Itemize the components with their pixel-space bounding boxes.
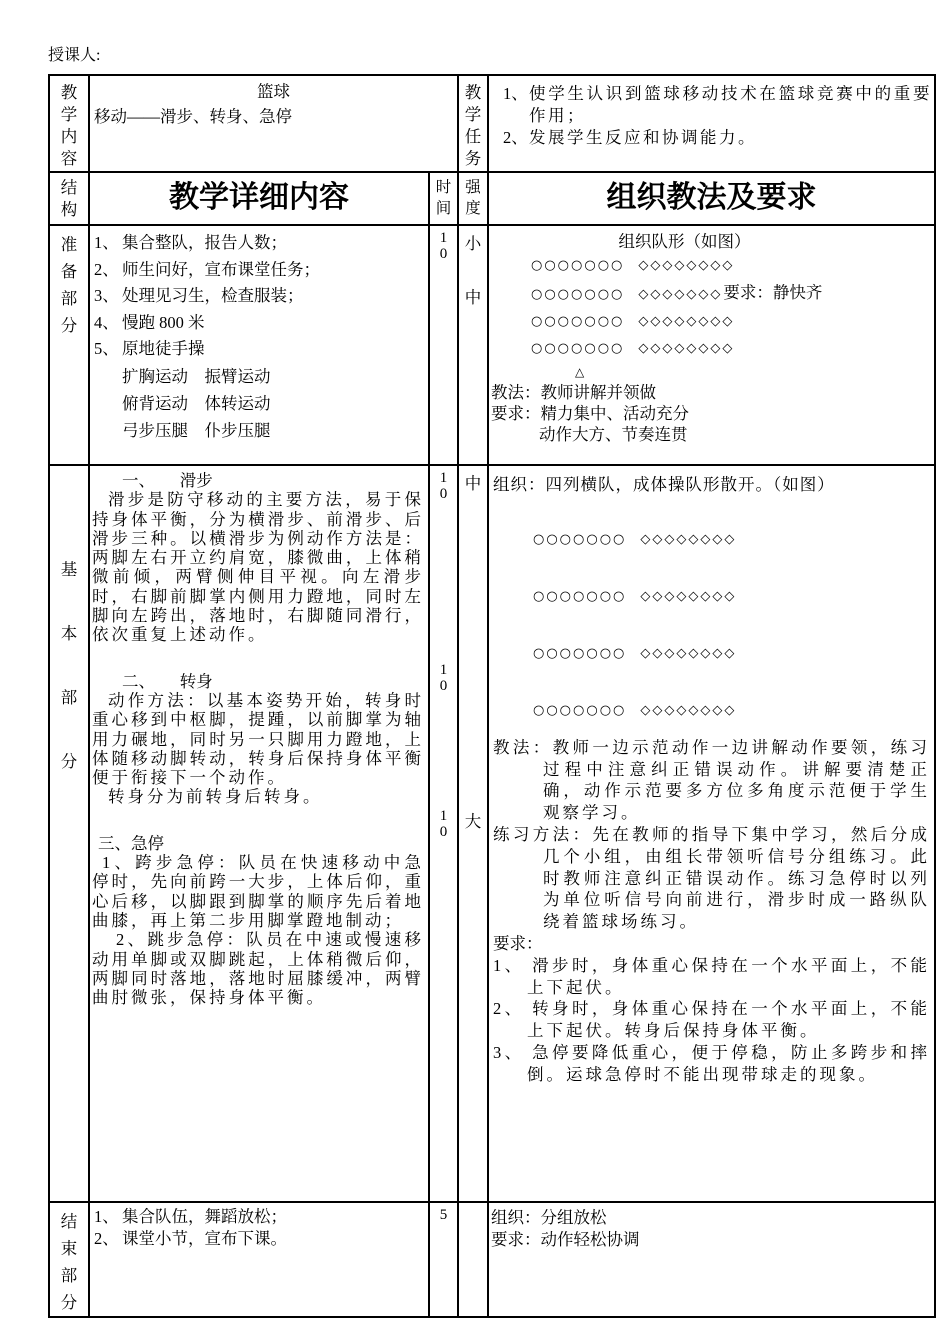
basic-intensity-high: 大 <box>464 812 482 831</box>
formation-note: 要求：静快齐 <box>723 283 823 302</box>
task-item <box>503 127 932 149</box>
formation-circles: ○○○○○○○ <box>531 314 625 329</box>
formation-circles: ○○○○○○○ <box>533 588 627 604</box>
task-item <box>503 83 932 127</box>
end-item-number: 2、 <box>94 1228 119 1248</box>
cell-prep-intensity <box>458 225 488 465</box>
cell-end-organization <box>488 1202 935 1317</box>
requirement-number: 1、 <box>493 955 525 975</box>
row-course-header <box>49 75 935 172</box>
course-subtitle: 移动——滑步、转身、急停 <box>94 107 292 126</box>
basic-method-text: 教师一边示范动作一边讲解动作要领，练习过程中注意纠正错误动作。讲解要清楚正确，动作示范要多方位多角度示范便于学生观察学习。 <box>543 737 931 823</box>
prep-item-number: 2、 <box>94 259 119 279</box>
cell-prep-time <box>429 225 458 465</box>
basic-intensity-mid: 中 <box>464 474 482 493</box>
basic-requirement <box>493 955 930 999</box>
requirement-text: 滑步时，身体重心保持在一个水平面上，不能上下起伏。 <box>527 955 931 997</box>
basic-time-value: 10 <box>439 808 448 840</box>
end-item-text: 课堂小节，宣布下课。 <box>122 1228 287 1248</box>
prep-item <box>94 257 426 284</box>
prep-exercise-line: 扩胸运动 振臂运动 <box>122 366 271 386</box>
prep-item-text: 集合整队，报告人数； <box>122 233 287 252</box>
basic-label: 基本部分 <box>60 560 78 771</box>
basic-organization-line: 组织：四列横队，成体操队形散开。（如图） <box>493 475 835 494</box>
prep-item <box>94 336 426 363</box>
lesson-plan-table <box>48 74 936 1318</box>
basic-practice-text: 先在教师的指导下集中学习，然后分成几个小组，由组长带领听信号分组练习。此时教师注意纠正错误动作。练习急停时以列为单位听信号向前进行，滑步时成一路纵队绕着篮球场练习。 <box>543 824 931 932</box>
prep-item <box>94 310 426 337</box>
basic-method-block <box>493 737 930 824</box>
teacher-position-mark: △ <box>575 365 585 379</box>
basic-requirement <box>493 1042 930 1086</box>
formation-row <box>493 526 930 553</box>
cell-end-intensity <box>458 1202 488 1317</box>
formation-circles: ○○○○○○○ <box>531 341 625 356</box>
formation-diamonds: ◇◇◇◇◇◇◇◇ <box>640 588 737 604</box>
prep-item-number: 3、 <box>94 286 119 305</box>
basic-time-value: 10 <box>439 470 448 502</box>
cell-prep-organization <box>488 225 935 465</box>
prep-item <box>94 283 426 310</box>
prep-item-text: 原地徒手操 <box>122 339 205 358</box>
formation-diamonds: ◇◇◇◇◇◇◇◇ <box>640 645 737 661</box>
prep-method-line: 教法：教师讲解并领做 <box>491 383 656 402</box>
requirement-text: 转身时，身体重心保持在一个水平面上，不能上下起伏。转身后保持身体平衡。 <box>527 999 931 1041</box>
prep-require-line: 要求：精力集中、活动充分 <box>491 404 689 423</box>
basic-practice-block <box>493 824 930 933</box>
cell-intensity-header <box>458 172 488 225</box>
cell-content-label <box>49 75 89 172</box>
end-item <box>94 1228 426 1250</box>
task-number: 2、 <box>503 128 528 147</box>
end-organization-line: 组织：分组放松 <box>491 1208 607 1227</box>
cell-basic-content <box>89 465 429 1202</box>
task-text: 发展学生反应和协调能力。 <box>529 128 757 147</box>
prep-item-number: 4、 <box>94 312 119 332</box>
formation-diamonds: ◇◇◇◇◇◇◇◇ <box>640 531 737 547</box>
time-header: 时间 <box>435 179 452 217</box>
formation-diamonds: ◇◇◇◇◇◇◇◇ <box>638 258 735 273</box>
formation-row <box>493 583 930 610</box>
formation-row <box>493 640 930 667</box>
cell-prep-label <box>49 225 89 465</box>
formation-diamonds: ◇◇◇◇◇◇◇◇ <box>638 341 735 356</box>
formation-diamonds: ◇◇◇◇◇◇◇◇ <box>638 314 735 329</box>
formation-row <box>491 308 932 335</box>
cell-basic-intensity <box>458 465 488 1202</box>
cell-detail-header <box>89 172 429 225</box>
formation-circles: ○○○○○○○ <box>531 287 625 302</box>
basic-requirement <box>493 998 930 1042</box>
formation-diamonds: ◇◇◇◇◇◇◇ <box>638 287 723 302</box>
section-two-title: 二、 转身 <box>122 671 213 691</box>
prep-item-number: 1、 <box>94 233 119 252</box>
cell-basic-time <box>429 465 458 1202</box>
cell-basic-organization <box>488 465 935 1202</box>
section-three-item: 1、跨步急停：队员在快速移动中急停时，先向前跨一大步，上体后仰，重心后移，以脚跟到脚掌的顺序先后着地曲膝，再上第二步用脚掌蹬地制动； <box>92 853 424 930</box>
end-item-number: 1、 <box>94 1207 119 1226</box>
task-label: 教学任务 <box>464 83 482 168</box>
basic-time-value: 10 <box>439 662 448 694</box>
cell-tasks <box>488 75 935 172</box>
detail-header: 教学详细内容 <box>169 181 349 214</box>
instructor-label: 授课人: <box>48 47 101 64</box>
prep-item-text: 处理见习生，检查服装； <box>122 286 304 305</box>
row-preparation <box>49 225 935 465</box>
prep-item <box>94 230 426 257</box>
cell-method-header <box>488 172 935 225</box>
prep-item-number: 5、 <box>94 339 119 358</box>
end-time-value: 5 <box>439 1207 448 1223</box>
cell-end-content <box>89 1202 429 1317</box>
task-number: 1、 <box>503 84 528 103</box>
task-text: 使学生认识到篮球移动技术在篮球竞赛中的重要作用； <box>529 84 932 125</box>
prep-time-value: 10 <box>439 230 448 262</box>
section-three-item: 2、跳步急停：队员在中速或慢速移动用单脚或双脚跳起，上体稍微后仰，两脚同时落地，落地时屈膝缓冲，两臂曲肘微张，保持身体平衡。 <box>92 930 424 1008</box>
content-label: 教学内容 <box>60 83 78 168</box>
prep-exercise-line: 弓步压腿 仆步压腿 <box>122 420 271 440</box>
end-require-line: 要求：动作轻松协调 <box>491 1229 640 1249</box>
cell-end-label <box>49 1202 89 1317</box>
section-two-note: 转身分为前转身后转身。 <box>108 787 323 807</box>
row-basic <box>49 465 935 1202</box>
prep-require-line2: 动作大方、节奏连贯 <box>539 425 688 444</box>
cell-time-header <box>429 172 458 225</box>
cell-end-time <box>429 1202 458 1317</box>
row-ending <box>49 1202 935 1317</box>
end-label: 结束部分 <box>60 1212 78 1312</box>
requirement-text: 急停要降低重心，便于停稳，防止多跨步和摔倒。运球急停时不能出现带球走的现象。 <box>527 1042 931 1084</box>
formation-row <box>491 252 932 279</box>
prep-label: 准备部分 <box>60 235 78 335</box>
row-column-headers <box>49 172 935 225</box>
formation-circles: ○○○○○○○ <box>533 531 627 547</box>
end-item-text: 集合队伍，舞蹈放松； <box>122 1207 287 1226</box>
requirement-number: 3、 <box>493 1042 525 1062</box>
cell-course <box>89 75 458 172</box>
end-item <box>94 1206 426 1228</box>
section-three-title: 三、急停 <box>98 833 164 853</box>
basic-require-label: 要求： <box>493 933 543 953</box>
prep-intensity-low: 小 <box>464 234 482 253</box>
formation-circles: ○○○○○○○ <box>533 645 627 661</box>
cell-prep-content <box>89 225 429 465</box>
course-title: 篮球 <box>257 82 290 101</box>
formation-circles: ○○○○○○○ <box>531 258 625 273</box>
intensity-header: 强度 <box>465 179 481 217</box>
basic-method-label: 教法： <box>493 737 553 757</box>
section-one-title: 一、 滑步 <box>122 471 213 490</box>
structure-header: 结构 <box>60 178 78 219</box>
formation-title: 组织队形（如图） <box>618 232 751 251</box>
formation-row <box>493 697 930 724</box>
requirement-number: 2、 <box>493 999 525 1019</box>
formation-diamonds: ◇◇◇◇◇◇◇◇ <box>640 702 737 718</box>
cell-basic-label <box>49 465 89 1202</box>
prep-item-text: 师生问好，宣布课堂任务； <box>122 259 320 279</box>
formation-row <box>491 335 932 362</box>
basic-practice-label: 练习方法： <box>493 824 593 844</box>
formation-circles: ○○○○○○○ <box>533 702 627 718</box>
cell-task-label <box>458 75 488 172</box>
prep-exercise-line: 俯背运动 体转运动 <box>122 393 271 413</box>
cell-structure-header <box>49 172 89 225</box>
formation-row <box>491 279 932 308</box>
section-two-body: 动作方法：以基本姿势开始，转身时重心移到中枢脚，提踵，以前脚掌为轴用力碾地，同时另一只脚用力蹬地，上体随移动脚转动，转身后保持身体平衡便于衔接下一个动作。 <box>92 690 424 788</box>
prep-intensity-mid: 中 <box>464 288 482 307</box>
prep-item-text: 慢跑 800 米 <box>122 312 205 332</box>
section-one-body: 滑步是防守移动的主要方法，易于保持身体平衡，分为横滑步、前滑步、后滑步三种。以横滑步为例动作方法是：两脚左右开立约肩宽，膝微曲，上体稍微前倾，两臂侧伸目平视。向左滑步时，右脚前脚掌内侧用力蹬地，同时左脚向左跨出，落地时，右脚随同滑行，依次重复上述动作。 <box>92 490 424 645</box>
method-header: 组织教法及要求 <box>606 181 817 214</box>
